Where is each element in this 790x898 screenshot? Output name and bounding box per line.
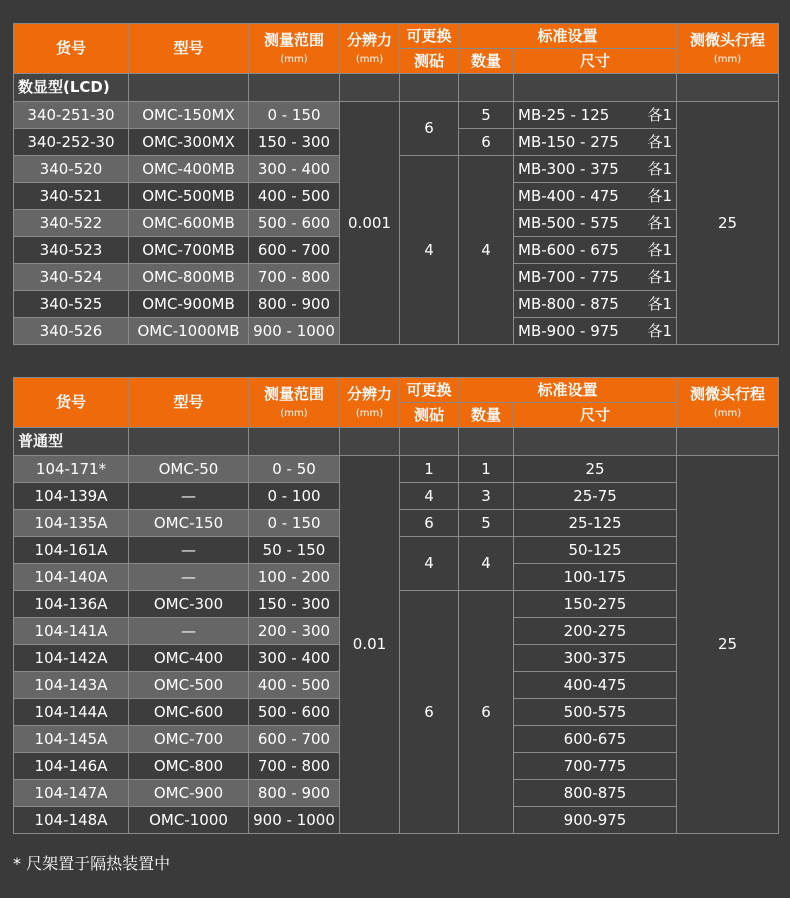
item-no-cell: 340-523 <box>14 237 129 264</box>
item-no-cell: 340-520 <box>14 156 129 183</box>
header-std-setting: 标准设置 <box>459 378 677 403</box>
qty-cell: 6 <box>459 591 514 834</box>
lcd-spec-table <box>13 23 779 345</box>
size-value: MB-25 - 125 <box>518 105 610 124</box>
model-cell: — <box>129 618 249 645</box>
size-cell: 100-175 <box>514 564 677 591</box>
size-cell: 25 <box>514 456 677 483</box>
model-cell: OMC-800 <box>129 753 249 780</box>
size-cell <box>514 237 677 264</box>
item-no-cell: 104-145A <box>14 726 129 753</box>
item-no-cell: 104-135A <box>14 510 129 537</box>
range-cell: 100 - 200 <box>249 564 340 591</box>
header-range-unit: (mm) <box>280 53 308 65</box>
range-cell: 500 - 600 <box>249 699 340 726</box>
size-value: MB-800 - 875 <box>518 294 619 313</box>
header-size: 尺寸 <box>514 49 677 74</box>
footnote: * 尺架置于隔热装置中 <box>13 854 171 873</box>
range-cell: 400 - 500 <box>249 183 340 210</box>
model-cell: OMC-1000 <box>129 807 249 834</box>
model-cell: OMC-500 <box>129 672 249 699</box>
model-cell: — <box>129 537 249 564</box>
item-no-cell: 104-171* <box>14 456 129 483</box>
item-no-cell: 340-252-30 <box>14 129 129 156</box>
size-cell: 900-975 <box>514 807 677 834</box>
size-value: MB-600 - 675 <box>518 240 619 259</box>
category-label: 数显型(LCD) <box>14 74 129 102</box>
table-row <box>14 456 779 483</box>
item-no-cell: 340-522 <box>14 210 129 237</box>
size-cell <box>514 183 677 210</box>
range-cell: 150 - 300 <box>249 129 340 156</box>
size-cell: 25-125 <box>514 510 677 537</box>
header-anvil-line1: 可更换 <box>400 378 459 403</box>
size-wrap <box>514 132 676 151</box>
size-wrap <box>514 105 676 124</box>
each-label: 各1 <box>647 240 673 259</box>
item-no-cell: 104-161A <box>14 537 129 564</box>
qty-cell: 4 <box>459 156 514 345</box>
item-no-cell: 104-139A <box>14 483 129 510</box>
model-cell: OMC-150MX <box>129 102 249 129</box>
anvil-cell: 4 <box>400 483 459 510</box>
size-value: MB-900 - 975 <box>518 321 619 340</box>
item-no-cell: 340-525 <box>14 291 129 318</box>
header-size: 尺寸 <box>514 403 677 428</box>
model-cell: — <box>129 564 249 591</box>
model-cell: OMC-600MB <box>129 210 249 237</box>
model-cell: — <box>129 483 249 510</box>
resolution-cell: 0.01 <box>340 456 400 834</box>
size-value: MB-300 - 375 <box>518 159 619 178</box>
model-cell: OMC-900 <box>129 780 249 807</box>
model-cell: OMC-1000MB <box>129 318 249 345</box>
item-no-cell: 104-136A <box>14 591 129 618</box>
head-travel-cell: 25 <box>677 102 779 345</box>
header-range-label: 测量范围 <box>263 30 324 49</box>
model-cell: OMC-300MX <box>129 129 249 156</box>
header-item-no: 货号 <box>14 378 129 428</box>
range-cell: 800 - 900 <box>249 291 340 318</box>
range-cell: 800 - 900 <box>249 780 340 807</box>
each-label: 各1 <box>647 321 673 340</box>
each-label: 各1 <box>647 132 673 151</box>
qty-cell: 4 <box>459 537 514 591</box>
qty-cell: 6 <box>459 129 514 156</box>
range-cell: 300 - 400 <box>249 645 340 672</box>
each-label: 各1 <box>647 294 673 313</box>
header-anvil-line1: 可更换 <box>400 24 459 49</box>
qty-cell: 5 <box>459 510 514 537</box>
range-cell: 0 - 50 <box>249 456 340 483</box>
size-cell <box>514 318 677 345</box>
size-cell <box>514 291 677 318</box>
item-no-cell: 104-148A <box>14 807 129 834</box>
header-head-travel <box>677 24 779 74</box>
size-wrap <box>514 294 676 313</box>
header-range <box>249 24 340 74</box>
header-std-setting: 标准设置 <box>459 24 677 49</box>
qty-cell: 5 <box>459 102 514 129</box>
item-no-cell: 104-146A <box>14 753 129 780</box>
item-no-cell: 104-143A <box>14 672 129 699</box>
header-resolution <box>340 24 400 74</box>
anvil-cell: 6 <box>400 102 459 156</box>
qty-cell: 3 <box>459 483 514 510</box>
size-wrap <box>514 267 676 286</box>
header-resolution <box>340 378 400 428</box>
anvil-cell: 4 <box>400 156 459 345</box>
range-cell: 0 - 150 <box>249 510 340 537</box>
item-no-cell: 340-526 <box>14 318 129 345</box>
range-cell: 900 - 1000 <box>249 807 340 834</box>
standard-spec-table <box>13 377 779 834</box>
size-wrap <box>514 186 676 205</box>
header-head-travel-unit: (mm) <box>713 407 742 419</box>
header-head-travel-label: 测微头行程 <box>690 384 766 403</box>
category-label: 普通型 <box>14 428 129 456</box>
size-cell: 500-575 <box>514 699 677 726</box>
header-range <box>249 378 340 428</box>
range-cell: 900 - 1000 <box>249 318 340 345</box>
item-no-cell: 104-141A <box>14 618 129 645</box>
anvil-cell: 6 <box>400 510 459 537</box>
model-cell: OMC-50 <box>129 456 249 483</box>
header-head-travel-unit: (mm) <box>713 53 742 65</box>
item-no-cell: 104-142A <box>14 645 129 672</box>
each-label: 各1 <box>647 186 673 205</box>
model-cell: OMC-400MB <box>129 156 249 183</box>
range-cell: 150 - 300 <box>249 591 340 618</box>
header-resolution-label: 分辨力 <box>346 384 392 403</box>
range-cell: 0 - 100 <box>249 483 340 510</box>
header-anvil-line2: 测砧 <box>400 403 459 428</box>
range-cell: 50 - 150 <box>249 537 340 564</box>
range-cell: 700 - 800 <box>249 264 340 291</box>
qty-cell: 1 <box>459 456 514 483</box>
size-wrap <box>514 321 676 340</box>
size-cell: 25-75 <box>514 483 677 510</box>
table-row <box>14 102 779 129</box>
model-cell: OMC-500MB <box>129 183 249 210</box>
model-cell: OMC-800MB <box>129 264 249 291</box>
header-qty: 数量 <box>459 49 514 74</box>
item-no-cell: 104-140A <box>14 564 129 591</box>
size-cell: 600-675 <box>514 726 677 753</box>
anvil-cell: 4 <box>400 537 459 591</box>
header-resolution-label: 分辨力 <box>346 30 392 49</box>
resolution-cell: 0.001 <box>340 102 400 345</box>
header-item-no: 货号 <box>14 24 129 74</box>
size-cell: 800-875 <box>514 780 677 807</box>
each-label: 各1 <box>647 105 673 124</box>
header-range-label: 测量范围 <box>263 384 324 403</box>
model-cell: OMC-400 <box>129 645 249 672</box>
model-cell: OMC-150 <box>129 510 249 537</box>
header-range-unit: (mm) <box>280 407 308 419</box>
range-cell: 600 - 700 <box>249 237 340 264</box>
size-wrap <box>514 240 676 259</box>
size-cell: 300-375 <box>514 645 677 672</box>
model-cell: OMC-900MB <box>129 291 249 318</box>
header-model: 型号 <box>129 378 249 428</box>
size-cell <box>514 156 677 183</box>
model-cell: OMC-700MB <box>129 237 249 264</box>
size-cell: 150-275 <box>514 591 677 618</box>
header-head-travel-label: 测微头行程 <box>690 30 766 49</box>
each-label: 各1 <box>647 213 673 232</box>
header-head-travel <box>677 378 779 428</box>
header-model: 型号 <box>129 24 249 74</box>
size-wrap <box>514 159 676 178</box>
range-cell: 500 - 600 <box>249 210 340 237</box>
anvil-cell: 6 <box>400 591 459 834</box>
header-resolution-unit: (mm) <box>355 53 384 65</box>
range-cell: 200 - 300 <box>249 618 340 645</box>
range-cell: 400 - 500 <box>249 672 340 699</box>
header-qty: 数量 <box>459 403 514 428</box>
model-cell: OMC-300 <box>129 591 249 618</box>
size-value: MB-150 - 275 <box>518 132 619 151</box>
size-cell <box>514 129 677 156</box>
size-cell <box>514 264 677 291</box>
item-no-cell: 340-251-30 <box>14 102 129 129</box>
range-cell: 600 - 700 <box>249 726 340 753</box>
size-cell <box>514 102 677 129</box>
model-cell: OMC-600 <box>129 699 249 726</box>
item-no-cell: 340-521 <box>14 183 129 210</box>
range-cell: 300 - 400 <box>249 156 340 183</box>
size-cell: 50-125 <box>514 537 677 564</box>
header-anvil-line2: 测砧 <box>400 49 459 74</box>
size-cell: 200-275 <box>514 618 677 645</box>
anvil-cell: 1 <box>400 456 459 483</box>
size-cell: 400-475 <box>514 672 677 699</box>
size-cell: 700-775 <box>514 753 677 780</box>
model-cell: OMC-700 <box>129 726 249 753</box>
range-cell: 700 - 800 <box>249 753 340 780</box>
size-value: MB-700 - 775 <box>518 267 619 286</box>
item-no-cell: 340-524 <box>14 264 129 291</box>
range-cell: 0 - 150 <box>249 102 340 129</box>
each-label: 各1 <box>647 159 673 178</box>
item-no-cell: 104-144A <box>14 699 129 726</box>
each-label: 各1 <box>647 267 673 286</box>
size-value: MB-400 - 475 <box>518 186 619 205</box>
size-value: MB-500 - 575 <box>518 213 619 232</box>
head-travel-cell: 25 <box>677 456 779 834</box>
size-cell <box>514 210 677 237</box>
item-no-cell: 104-147A <box>14 780 129 807</box>
header-resolution-unit: (mm) <box>355 407 384 419</box>
size-wrap <box>514 213 676 232</box>
